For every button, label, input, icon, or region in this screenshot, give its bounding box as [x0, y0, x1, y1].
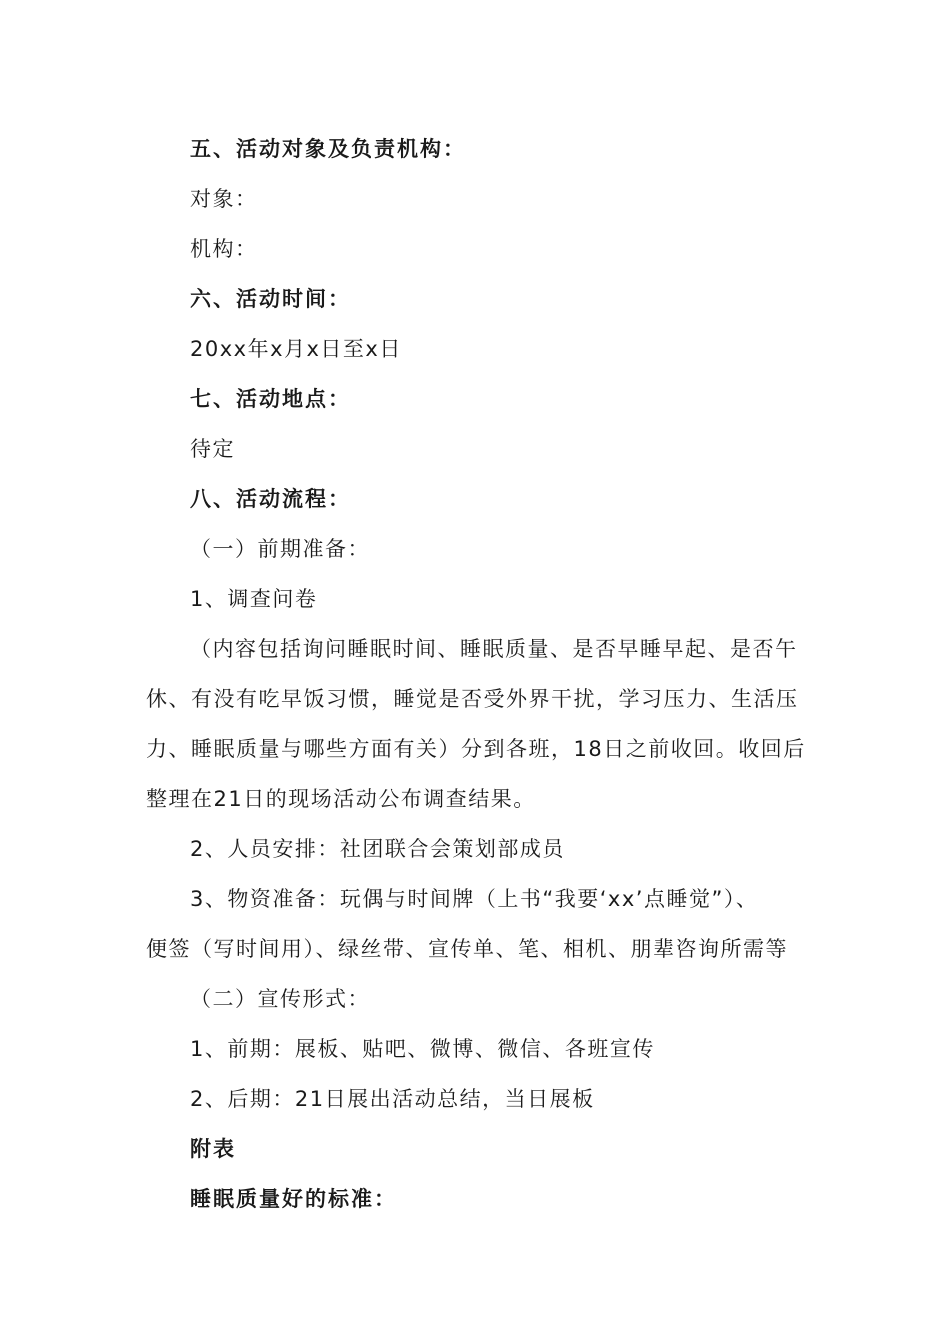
paragraph-line: （内容包括询问睡眠时间、睡眠质量、是否早睡早起、是否午 [190, 637, 798, 661]
section-heading-participants: 五、活动对象及负责机构： [190, 137, 466, 161]
staff-arrangement-line: 2、人员安排：社团联合会策划部成员 [190, 837, 565, 861]
section-heading-time: 六、活动时间： [190, 287, 351, 311]
appendix-title: 附表 [190, 1137, 236, 1161]
survey-description-paragraph [146, 624, 806, 824]
appendix-subtitle: 睡眠质量好的标准： [190, 1187, 397, 1211]
materials-paragraph [146, 874, 806, 974]
document-body [146, 124, 806, 1224]
publicity-late-line: 2、后期：21日展出活动总结，当日展板 [190, 1087, 595, 1111]
activity-time-value: 20xx年x月x日至x日 [190, 337, 402, 361]
publicity-early-line: 1、前期：展板、贴吧、微博、微信、各班宣传 [190, 1037, 655, 1061]
survey-item-title: 1、调查问卷 [190, 587, 318, 611]
paragraph-line: 3、物资准备：玩偶与时间牌（上书“我要‘xx’点睡觉”）、 [190, 887, 759, 911]
paragraph-line: 力、睡眠质量与哪些方面有关）分到各班，18日之前收回。收回后 [146, 737, 806, 761]
paragraph-line: 休、有没有吃早饭习惯，睡觉是否受外界干扰，学习压力、生活压 [146, 687, 799, 711]
subheading-preparation: （一）前期准备： [190, 537, 370, 561]
subheading-publicity: （二）宣传形式： [190, 987, 370, 1011]
section-heading-process: 八、活动流程： [190, 487, 351, 511]
participants-organization-line: 机构： [190, 237, 258, 261]
participants-target-line: 对象： [190, 187, 258, 211]
section-heading-location: 七、活动地点： [190, 387, 351, 411]
activity-location-value: 待定 [190, 437, 235, 461]
paragraph-line: 便签（写时间用）、绿丝带、宣传单、笔、相机、朋辈咨询所需等 [146, 937, 788, 961]
paragraph-line: 整理在21日的现场活动公布调查结果。 [146, 787, 536, 811]
